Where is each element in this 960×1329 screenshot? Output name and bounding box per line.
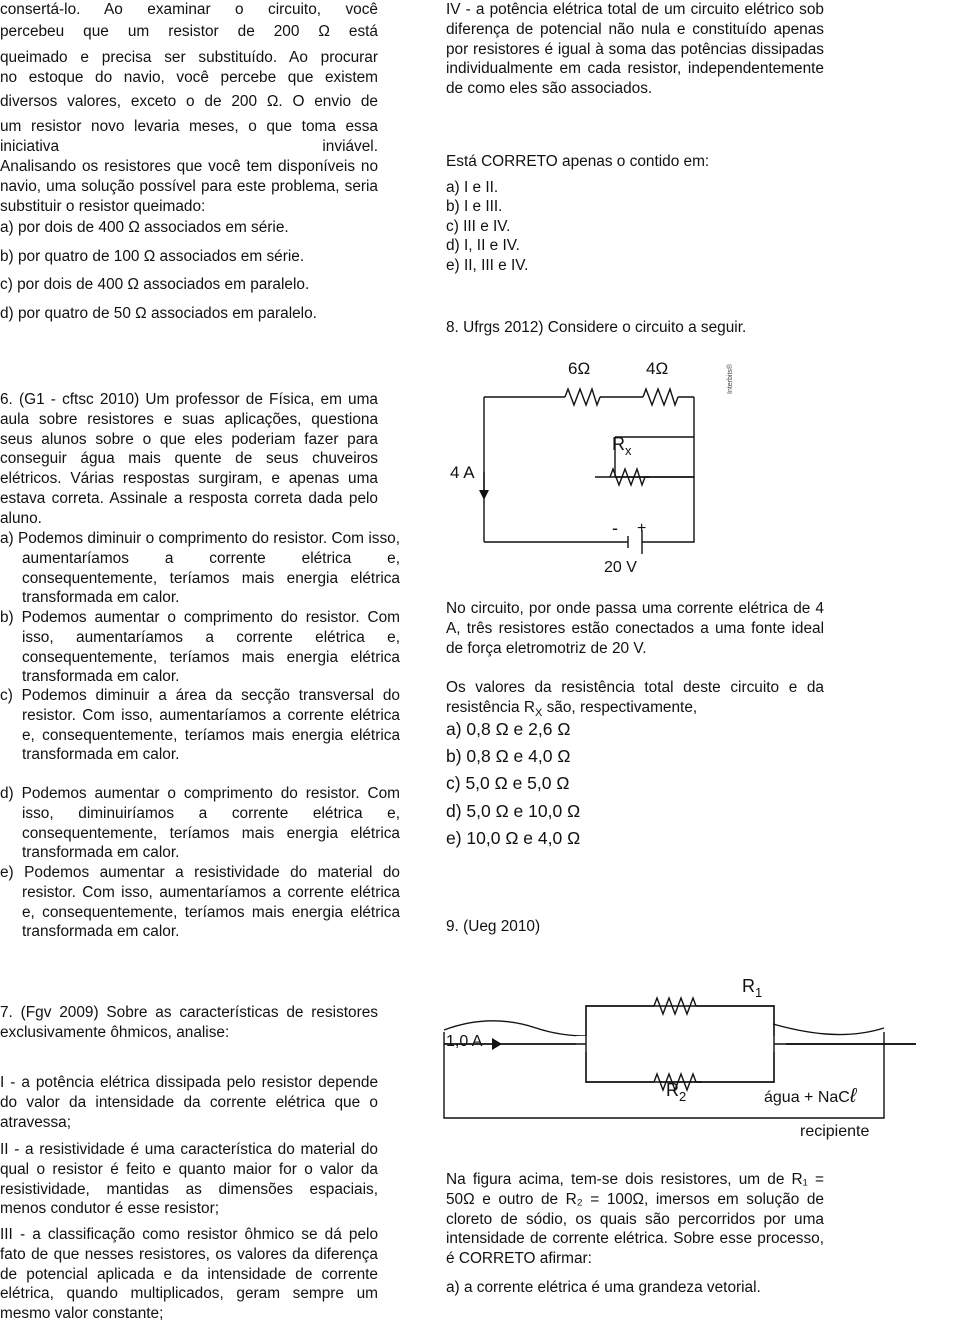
paragraph: Os valores da resistência total deste circuito e da resistência $R_X$ são, respectivamente,	[446, 679, 824, 719]
current-arrow-icon	[479, 490, 489, 500]
label-minus: -	[612, 518, 618, 538]
question-stem: 8. Ufrgs 2012) Considere o circuito a seguir.	[446, 319, 747, 336]
resistor-4ohm-zigzag	[643, 389, 678, 405]
label-r2: $R_2$	[666, 1080, 687, 1104]
label-plus: +	[637, 520, 647, 537]
option-d: d) I, II e IV.	[446, 237, 520, 254]
watermark: Interbits®	[727, 363, 734, 394]
option-e: e) Podemos aumentar a resistividade do material do resistor. Com isso, aumentaríamos a corrente elétrica e, consequentemente, teríamos mais energia elétrica transformada em calor.	[0, 864, 400, 941]
option-e: e) II, III e IV.	[446, 257, 529, 274]
label-current: 4 A	[450, 463, 475, 482]
label-water: água + NaCℓ	[764, 1085, 857, 1107]
label-voltage: 20 V	[604, 559, 637, 576]
option-d: d) Podemos aumentar o comprimento do resistor. Com isso, diminuiríamos a corrente elétrica e, consequentemente, teríamos mais energia elétrica transformada em calor.	[0, 785, 400, 862]
statement-ii: II - a resistividade é uma característica do material do qual o resistor é feito e quanto maior for o valor da resistividade, mantidas as dimensões espaciais, menos condutor é esse resistor;	[0, 1141, 378, 1218]
text-line: percebeu que um resistor de 200 Ω está	[0, 23, 378, 40]
option-a: a) Podemos diminuir o comprimento do resistor. Com isso, aumentaríamos a corrente elétrica e, consequentemente, teríamos mais energia elétrica transformada em calor.	[0, 530, 400, 607]
paragraph: No circuito, por onde passa uma corrente elétrica de 4 A, três resistores estão conectados a uma fonte ideal de força eletromotriz de 20 V.	[446, 600, 824, 657]
label-current: 1,0 A	[446, 1033, 483, 1050]
option-b: b) Podemos aumentar o comprimento do resistor. Com isso, aumentaríamos a corrente elétrica e, consequentemente, teríamos mais energia elétrica transformada em calor.	[0, 609, 400, 686]
option-a: a) 0,8 Ω e 2,6 Ω	[446, 719, 571, 739]
option-b: b) 0,8 Ω e 4,0 Ω	[446, 746, 571, 766]
option-d: d) por quatro de 50 Ω associados em paralelo.	[0, 305, 317, 322]
statement-iv: IV - a potência elétrica total de um circuito elétrico sob diferença de potencial não nula e constituído apenas por resistores é igual à soma das potências dissipadas individualmente em cada resistor, independentemente de como eles são associados.	[446, 1, 824, 98]
option-b: b) por quatro de 100 Ω associados em série.	[0, 248, 305, 265]
text-line: diversos valores, exceto o de 200 Ω. O envio de	[0, 93, 378, 110]
label-container: recipiente	[800, 1123, 870, 1140]
paragraph: Na figura acima, tem-se dois resistores, um de R₁ = 50Ω e outro de R₂ = 100Ω, imersos em solução de cloreto de sódio, os quais são percorridos por uma intensidade de corrente elétrica. Sobre esse processo, é CORRETO afirmar:	[446, 1171, 824, 1268]
label-rx: $R_x$	[612, 434, 632, 458]
text-line: um resistor novo levaria meses, o que toma essa	[0, 118, 378, 135]
text-line: iniciativa inviável.	[0, 138, 378, 155]
option-c: c) por dois de 400 Ω associados em paralelo.	[0, 276, 310, 293]
option-c: c) Podemos diminuir a área da secção transversal do resistor. Com isso, aumentaríamos a corrente elétrica e, consequentemente, teríamos mais energia elétrica transformada em calor.	[0, 687, 400, 764]
question-prompt: Está CORRETO apenas o contido em:	[446, 153, 710, 170]
label-6ohm: 6Ω	[568, 359, 591, 378]
current-arrow-icon	[492, 1038, 502, 1050]
question-stem: 6. (G1 - cftsc 2010) Um professor de Física, em uma aula sobre resistores e suas aplicações, questiona seus alunos sobre o que eles poderiam fazer para conseguir água mais quente de seus chuveiros elétricos. Várias respostas surgiram, e apenas uma estava correta. Assinale a resposta correta dada pelo aluno.	[0, 391, 378, 527]
solution-diagram	[436, 970, 916, 1150]
option-a: a) a corrente elétrica é uma grandeza vetorial.	[446, 1279, 761, 1296]
question-stem: 9. (Ueg 2010)	[446, 918, 541, 935]
circuit-diagram	[440, 352, 760, 592]
statement-i: I - a potência elétrica dissipada pelo resistor depende do valor da intensidade da corrente elétrica que o atravessa;	[0, 1074, 378, 1131]
option-e: e) 10,0 Ω e 4,0 Ω	[446, 828, 581, 848]
question-stem: 7. (Fgv 2009) Sobre as características de resistores exclusivamente ôhmicos, analise:	[0, 1004, 378, 1041]
label-r1: $R_1$	[742, 976, 763, 1000]
option-a: a) I e II.	[446, 179, 499, 196]
option-b: b) I e III.	[446, 198, 503, 215]
resistor-6ohm-zigzag	[565, 389, 600, 405]
option-c: c) 5,0 Ω e 5,0 Ω	[446, 773, 570, 793]
text-line: no estoque do navio, você percebe que existem	[0, 69, 378, 86]
option-a: a) por dois de 400 Ω associados em série.	[0, 219, 289, 236]
text-line: queimado e precisa ser substituído. Ao procurar	[0, 49, 378, 66]
paragraph: Analisando os resistores que você tem disponíveis no navio, uma solução possível para este problema, seria substituir o resistor queimado:	[0, 158, 378, 215]
text-line: consertá-lo. Ao examinar o circuito, você	[0, 1, 378, 18]
option-c: c) III e IV.	[446, 218, 511, 235]
statement-iii: III - a classificação como resistor ôhmico se dá pelo fato de que nesses resistores, os valores da diferença de potencial aplicada e da intensidade de corrente elétrica, quando multiplicados, geram sempre um mesmo valor constante;	[0, 1226, 378, 1323]
label-4ohm: 4Ω	[646, 359, 669, 378]
option-d: d) 5,0 Ω e 10,0 Ω	[446, 801, 581, 821]
